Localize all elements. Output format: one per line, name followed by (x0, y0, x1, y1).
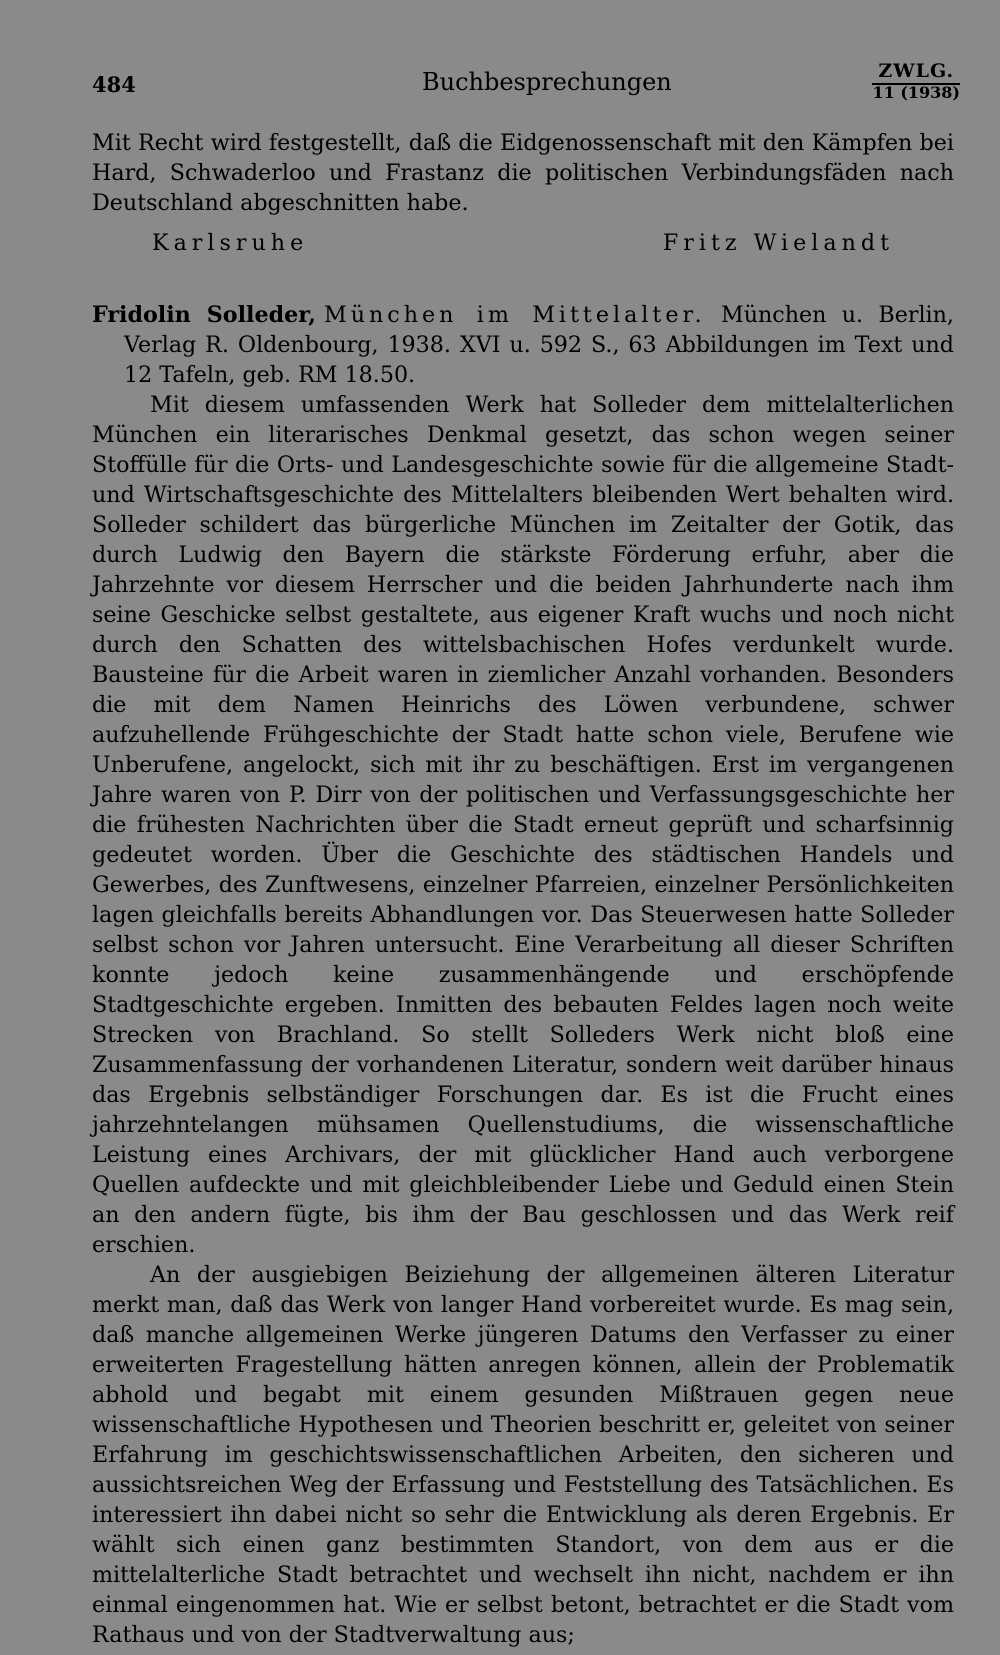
page-number: 484 (92, 72, 136, 97)
journal-reference (872, 62, 960, 102)
journal-abbreviation: ZWLG. (872, 62, 960, 85)
page-header (92, 62, 960, 106)
book-author: Fridolin Solleder, (92, 302, 316, 328)
signature-place: Karlsruhe (152, 230, 309, 256)
review-paragraph-2: An der ausgiebigen Beiziehung der allgemeinen älteren Literatur merkt man, daß das Werk von langer Hand vorbereitet wurde. Es mag sein, daß manche allgemeinen Werke jüngeren Datums den Verfasser zu einer erweiterten Fragestellung hätten anregen können, allein der Problematik abhold und begabt mit einem gesunden Mißtrauen gegen neue wissenschaftliche Hypothesen und Theorien beschritt er, geleitet von seiner Erfahrung im geschichtswissenschaftlichen Arbeiten, den sicheren und aussichtsreichen Weg der Erfassung und Feststellung des Tatsächlichen. Es interessiert ihn dabei nicht so sehr die Entwicklung als deren Ergebnis. Er wählt sich einen ganz bestimmten Standort, von dem aus er die mittelalterliche Stadt betrachtet und wechselt ihn nicht, nachdem er ihn einmal eingenommen hat. Wie er selbst betont, betrachtet er die Stadt vom Rathaus und von der Stadtverwaltung aus; (92, 1262, 954, 1648)
book-title: München im Mittelalter. (324, 302, 706, 328)
signature-line (152, 228, 894, 258)
citation-block (92, 300, 954, 390)
previous-review-ending: Mit Recht wird festgestellt, daß die Eidgenossenschaft mit den Kämpfen bei Hard, Schwaderloo und Frastanz die politischen Verbindungsfäden nach Deutschland abgeschnitten habe. (92, 130, 954, 216)
book-citation (92, 300, 954, 390)
page-body (92, 128, 954, 1650)
journal-volume: 11 (1938) (872, 82, 960, 102)
book-publication: München u. Berlin, Verlag R. Oldenbourg, 1938. XVI u. 592 S., 63 Abbildungen im Text und 12 Tafeln, geb. RM 18.50. (124, 302, 954, 388)
review-paragraph-1: Mit diesem umfassenden Werk hat Solleder dem mittelalterlichen München ein literarisches Denkmal gesetzt, das schon wegen seiner Stoffülle für die Orts- und Landesgeschichte sowie für die allgemeine Stadt- und Wirtschaftsgeschichte des Mittelalters bleibenden Wert behalten wird. Solleder schildert das bürgerliche München im Zeitalter der Gotik, das durch Ludwig den Bayern die stärkste Förderung erfuhr, aber die Jahrzehnte vor diesem Herrscher und die beiden Jahrhunderte nach ihm seine Geschicke selbst gestaltete, aus eigener Kraft wuchs und noch nicht durch den Schatten des wittelsbachischen Hofes verdunkelt wurde. Bausteine für die Arbeit waren in ziemlicher Anzahl vorhanden. Besonders die mit dem Namen Heinrichs des Löwen verbundene, schwer aufzuhellende Frühgeschichte der Stadt hatte schon viele, Berufene wie Unberufene, angelockt, sich mit ihr zu beschäftigen. Erst im vergangenen Jahre waren von P. Dirr von der politischen und Verfassungsgeschichte her die frühesten Nachrichten über die Stadt erneut geprüft und scharfsinnig gedeutet worden. Über die Geschichte des städtischen Handels und Gewerbes, des Zunftwesens, einzelner Pfarreien, einzelner Persönlichkeiten lagen gleichfalls bereits Abhandlungen vor. Das Steuerwesen hatte Solleder selbst schon vor Jahren untersucht. Eine Verarbeitung all dieser Schriften konnte jedoch keine zusammenhängende und erschöpfende Stadtgeschichte ergeben. Inmitten des bebauten Feldes lagen noch weite Strecken von Brachland. So stellt Solleders Werk nicht bloß eine Zusammenfassung der vorhandenen Literatur, sondern weit darüber hinaus das Ergebnis selbständiger Forschungen dar. Es ist die Frucht eines jahrzehntelangen mühsamen Quellenstudiums, die wissenschaftliche Leistung eines Archivars, der mit glücklicher Hand auch verborgene Quellen aufdeckte und mit gleichbleibender Liebe und Geduld einen Stein an den andern fügte, bis ihm der Bau geschlossen und das Werk reif erschien. (92, 392, 954, 1258)
signature-reviewer: Fritz Wielandt (662, 230, 894, 256)
running-title: Buchbesprechungen (422, 68, 672, 96)
